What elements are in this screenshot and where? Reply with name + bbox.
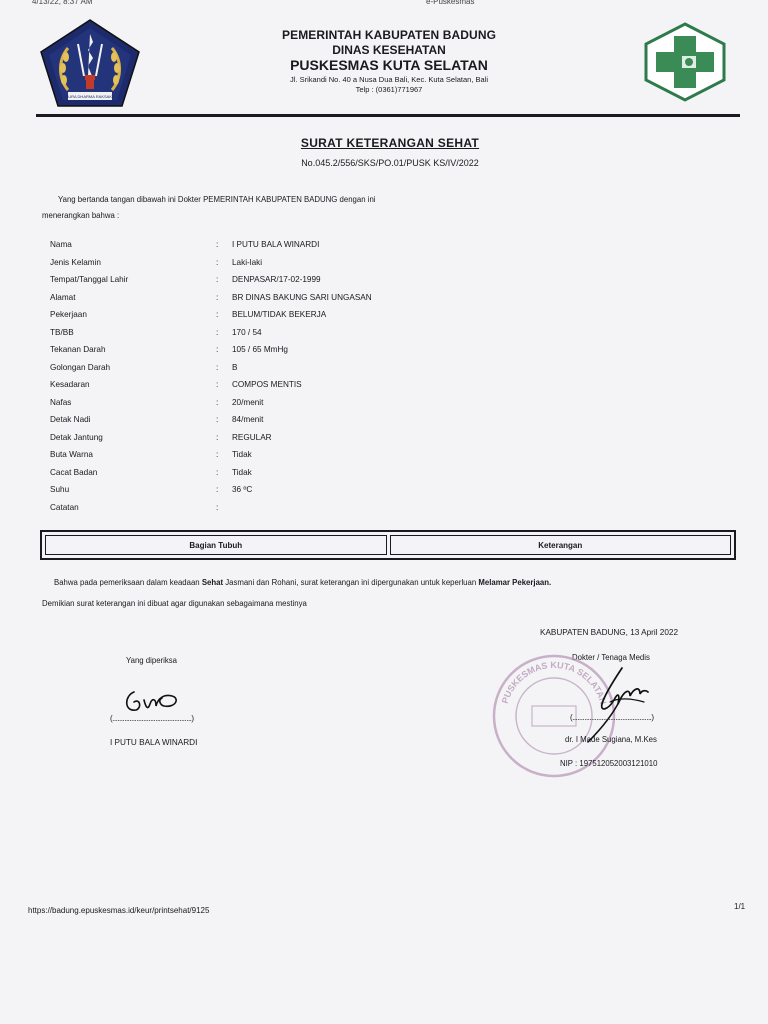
field-row xyxy=(50,415,470,433)
letterhead xyxy=(230,28,548,95)
field-label: Tempat/Tanggal Lahir xyxy=(50,275,129,284)
field-row xyxy=(50,293,470,311)
field-label: Cacat Badan xyxy=(50,467,98,477)
doctor-signature-line: (..............................................) xyxy=(570,713,654,722)
field-row xyxy=(50,450,470,468)
field-label: Kesadaran xyxy=(50,380,90,389)
field-separator: : xyxy=(216,292,219,302)
emblem-ribbon-text: CURA DHARMA RAKSAKA xyxy=(65,94,115,99)
field-value: 36 ºC xyxy=(232,485,253,494)
statement-purpose: Melamar Pekerjaan. xyxy=(478,578,552,587)
field-separator: : xyxy=(216,257,219,267)
field-separator: : xyxy=(216,450,219,459)
table-header-notes: Keterangan xyxy=(390,535,732,555)
letterhead-department: DINAS KESEHATAN xyxy=(332,43,446,57)
closing-statement: Demikian surat keterangan ini dibuat agar digunakan sebagaimana mestinya xyxy=(42,599,307,608)
field-row xyxy=(50,363,470,381)
field-value: 170 / 54 xyxy=(232,327,262,337)
field-separator: : xyxy=(216,502,219,512)
document-number: No.045.2/556/SKS/PO.01/PUSK KS/IV/2022 xyxy=(301,158,479,168)
print-header xyxy=(0,0,768,7)
place-date: KABUPATEN BADUNG, 13 April 2022 xyxy=(540,628,679,637)
intro-line-2: menerangkan bahwa : xyxy=(42,211,120,220)
field-row xyxy=(50,310,470,328)
footer-page-number: 1/1 xyxy=(734,902,746,911)
intro-line-1: Yang bertanda tangan dibawah ini Dokter PEMERINTAH KABUPATEN BADUNG dengan ini xyxy=(58,195,376,204)
field-separator: : xyxy=(216,275,219,284)
intro-text xyxy=(42,192,502,224)
field-value: REGULAR xyxy=(232,432,272,442)
doctor-signature-icon xyxy=(574,660,664,744)
table-header-body-part: Bagian Tubuh xyxy=(45,535,387,555)
field-separator: : xyxy=(216,397,219,407)
field-separator: : xyxy=(216,415,219,424)
field-row xyxy=(50,258,470,276)
print-page-title: e-Puskesmas xyxy=(426,0,475,6)
field-value: I PUTU BALA WINARDI xyxy=(232,240,320,249)
field-row xyxy=(50,240,470,258)
field-value: DENPASAR/17-02-1999 xyxy=(232,275,321,284)
field-separator: : xyxy=(216,240,219,249)
field-row xyxy=(50,328,470,346)
badung-regency-emblem-icon xyxy=(38,18,142,108)
field-separator: : xyxy=(216,467,219,477)
field-separator: : xyxy=(216,362,219,372)
field-label: Nama xyxy=(50,240,72,249)
field-separator: : xyxy=(216,327,219,337)
letterhead-address: Jl. Srikandi No. 40 a Nusa Dua Bali, Kec. Kuta Selatan, Bali xyxy=(289,75,489,84)
print-timestamp: 4/13/22, 8:37 AM xyxy=(32,0,93,6)
body-parts-table xyxy=(40,530,736,560)
field-label: Tekanan Darah xyxy=(50,345,106,354)
field-value: Laki-laki xyxy=(232,257,263,267)
field-row xyxy=(50,380,470,398)
patient-fields xyxy=(50,240,470,520)
field-row xyxy=(50,398,470,416)
field-separator: : xyxy=(216,432,219,442)
field-label: Buta Warna xyxy=(50,450,93,459)
field-value: Tidak xyxy=(232,450,252,459)
field-label: Pekerjaan xyxy=(50,310,87,319)
field-value: BR DINAS BAKUNG SARI UNGASAN xyxy=(232,292,372,302)
field-separator: : xyxy=(216,310,219,319)
field-label: Jenis Kelamin xyxy=(50,257,101,267)
document-title: SURAT KETERANGAN SEHAT xyxy=(300,136,480,150)
examinee-title: Yang diperiksa xyxy=(126,656,177,665)
doctor-title: Dokter / Tenaga Medis xyxy=(572,653,650,662)
statement-healthy: Sehat xyxy=(201,578,224,587)
field-label: Nafas xyxy=(50,397,72,407)
field-row xyxy=(50,468,470,486)
health-statement: Bahwa pada pemeriksaan dalam keadaan Sehat Jasmani dan Rohani, surat keterangan ini dipergunakan untuk keperluan Melamar Pekerjaan. xyxy=(54,578,552,587)
stamp-text: PUSKESMAS KUTA SELATAN xyxy=(499,659,609,706)
field-row xyxy=(50,345,470,363)
field-row xyxy=(50,433,470,451)
examinee-name: I PUTU BALA WINARDI xyxy=(110,738,198,747)
field-value: Tidak xyxy=(232,467,252,477)
field-row xyxy=(50,503,470,521)
field-separator: : xyxy=(216,380,219,389)
field-row xyxy=(50,485,470,503)
field-label: Golongan Darah xyxy=(50,362,111,372)
field-value: 105 / 65 MmHg xyxy=(232,345,288,354)
field-row xyxy=(50,275,470,293)
footer-url: https://badung.epuskesmas.id/keur/printsehat/9125 xyxy=(28,906,210,915)
letterhead-divider xyxy=(36,114,740,117)
field-separator: : xyxy=(216,345,219,354)
field-label: Suhu xyxy=(50,485,70,494)
field-label: Catatan xyxy=(50,502,79,512)
letterhead-puskesmas: PUSKESMAS KUTA SELATAN xyxy=(290,57,488,73)
field-label: Detak Jantung xyxy=(50,432,103,442)
letterhead-government: PEMERINTAH KABUPATEN BADUNG xyxy=(281,28,497,42)
field-value: B xyxy=(232,362,238,372)
doctor-nip: NIP : 197512052003121010 xyxy=(560,759,658,768)
field-label: Detak Nadi xyxy=(50,415,91,424)
field-label: TB/BB xyxy=(50,327,74,337)
field-value: 84/menit xyxy=(232,415,264,424)
field-value: 20/menit xyxy=(232,397,264,407)
examinee-signature-line: (..............................................) xyxy=(110,714,194,723)
field-value: BELUM/TIDAK BEKERJA xyxy=(232,310,327,319)
puskesmas-cross-emblem-icon xyxy=(642,22,728,102)
field-separator: : xyxy=(216,485,219,494)
field-label: Alamat xyxy=(50,292,76,302)
doctor-name: dr. I Made Sugiana, M.Kes xyxy=(565,735,657,744)
field-value: COMPOS MENTIS xyxy=(232,380,302,389)
letterhead-phone: Telp : (0361)771967 xyxy=(355,85,423,94)
